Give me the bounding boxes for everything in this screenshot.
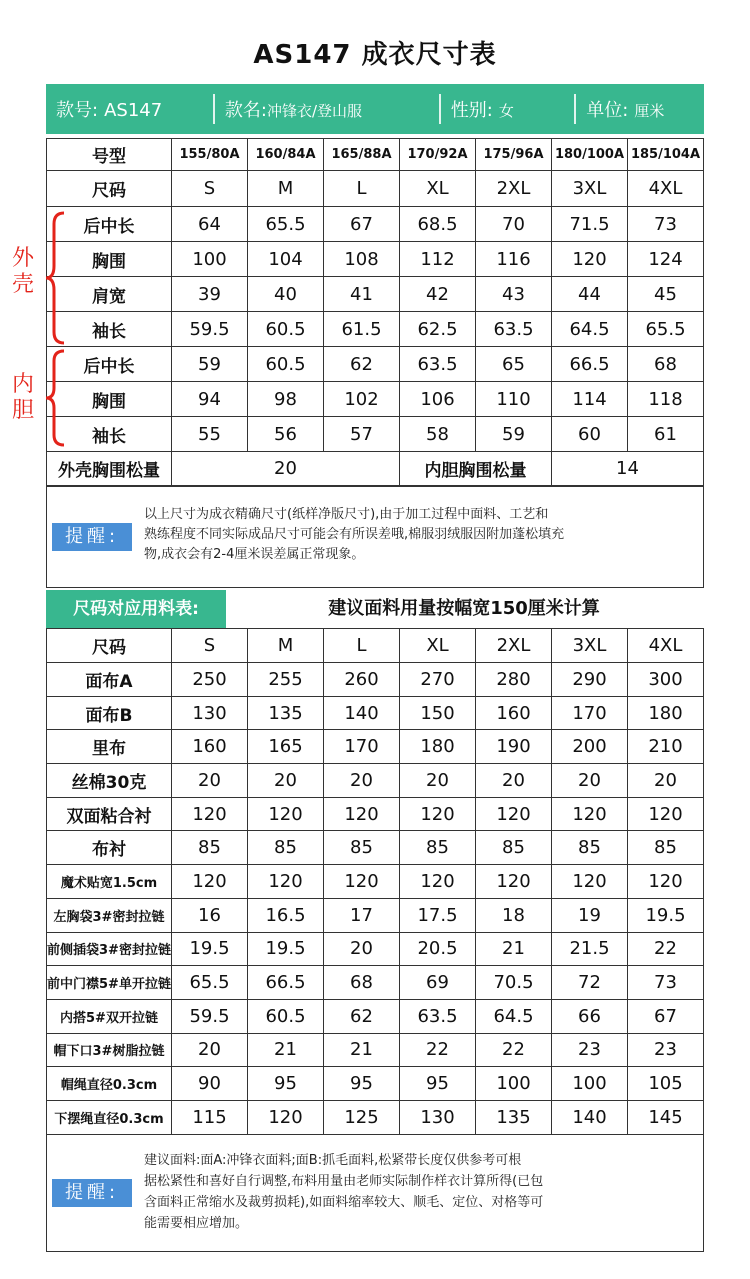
value-cell: 20.5	[400, 932, 476, 966]
value-cell: 300	[628, 663, 704, 697]
row-label: 肩宽	[47, 277, 172, 312]
value-cell: 90	[172, 1067, 248, 1101]
value-cell: 56	[248, 417, 324, 452]
value-cell: 17.5	[400, 898, 476, 932]
reminder-line: 能需要相应增加。	[144, 1216, 249, 1231]
gender-label: 性别:	[450, 100, 493, 121]
fabric-row	[47, 831, 704, 865]
value-cell: 85	[324, 831, 400, 865]
fabric-row	[47, 898, 704, 932]
value-cell: 67	[324, 207, 400, 242]
value-cell: 85	[552, 831, 628, 865]
ease-outer-label: 外壳胸围松量	[47, 452, 172, 486]
value-cell: 120	[552, 242, 628, 277]
row-label: 魔术贴宽1.5cm	[47, 865, 172, 899]
row-label: 尺码	[47, 629, 172, 663]
value-cell: 85	[248, 831, 324, 865]
value-cell: 110	[476, 382, 552, 417]
value-cell: 120	[476, 797, 552, 831]
value-cell: 85	[476, 831, 552, 865]
value-cell: 270	[400, 663, 476, 697]
value-cell: 155/80A	[172, 139, 248, 171]
value-cell: 3XL	[552, 629, 628, 663]
style-no-cell	[46, 96, 213, 122]
value-cell: 66.5	[248, 966, 324, 1000]
value-cell: 170	[552, 696, 628, 730]
value-cell: 250	[172, 663, 248, 697]
value-cell: 20	[172, 1033, 248, 1067]
value-cell: 102	[324, 382, 400, 417]
value-cell: 70.5	[476, 966, 552, 1000]
value-cell: 61	[628, 417, 704, 452]
row-label: 前侧插袋3#密封拉链	[47, 932, 172, 966]
value-cell: 63.5	[400, 999, 476, 1033]
value-cell: 73	[628, 207, 704, 242]
value-cell: 65.5	[248, 207, 324, 242]
value-cell: 67	[628, 999, 704, 1033]
size-row	[47, 171, 704, 207]
value-cell: 20	[324, 764, 400, 798]
fabric-row	[47, 797, 704, 831]
value-cell: 120	[248, 865, 324, 899]
fabric-table	[46, 628, 704, 1135]
value-cell: 19.5	[248, 932, 324, 966]
value-cell: 160	[172, 730, 248, 764]
gender-value: 女	[498, 102, 514, 120]
value-cell: 16	[172, 898, 248, 932]
value-cell: 104	[248, 242, 324, 277]
value-cell: 60.5	[248, 347, 324, 382]
value-cell: 42	[400, 277, 476, 312]
value-cell: 59.5	[172, 312, 248, 347]
value-cell: 120	[552, 797, 628, 831]
reminder-badge: 提醒:	[52, 523, 132, 551]
value-cell: 160/84A	[248, 139, 324, 171]
inner-measure-row	[47, 347, 704, 382]
value-cell: 72	[552, 966, 628, 1000]
value-cell: 85	[172, 831, 248, 865]
value-cell: 135	[476, 1100, 552, 1134]
value-cell: 59.5	[172, 999, 248, 1033]
value-cell: 200	[552, 730, 628, 764]
value-cell: 120	[400, 797, 476, 831]
value-cell: 66	[552, 999, 628, 1033]
inner-label-text: 内胆	[11, 372, 34, 423]
value-cell: 63.5	[476, 312, 552, 347]
value-cell: 120	[172, 865, 248, 899]
model-row	[47, 139, 704, 171]
inner-measure-row	[47, 417, 704, 452]
value-cell: 66.5	[552, 347, 628, 382]
name-cell	[215, 96, 439, 122]
value-cell: 23	[628, 1033, 704, 1067]
value-cell: 65.5	[628, 312, 704, 347]
value-cell: 150	[400, 696, 476, 730]
name-label: 款名:	[224, 100, 267, 121]
inner-lining-label	[8, 372, 38, 424]
fabric-row	[47, 764, 704, 798]
value-cell: 68.5	[400, 207, 476, 242]
value-cell: S	[172, 171, 248, 207]
value-cell: 120	[476, 865, 552, 899]
fabric-row	[47, 1067, 704, 1101]
value-cell: 23	[552, 1033, 628, 1067]
value-cell: 120	[552, 865, 628, 899]
value-cell: 22	[400, 1033, 476, 1067]
value-cell: 180	[400, 730, 476, 764]
value-cell: 280	[476, 663, 552, 697]
value-cell: 4XL	[628, 171, 704, 207]
divider	[439, 94, 441, 124]
ease-inner-value: 14	[552, 452, 704, 486]
fabric-row	[47, 865, 704, 899]
outer-measure-row	[47, 242, 704, 277]
value-cell: 95	[324, 1067, 400, 1101]
inner-brace-icon	[42, 348, 68, 448]
reminder-text-2	[144, 1150, 696, 1234]
value-cell: 18	[476, 898, 552, 932]
value-cell: 210	[628, 730, 704, 764]
value-cell: 120	[628, 865, 704, 899]
row-label: 内搭5#双开拉链	[47, 999, 172, 1033]
value-cell: 118	[628, 382, 704, 417]
value-cell: 64.5	[552, 312, 628, 347]
value-cell: 95	[248, 1067, 324, 1101]
value-cell: 40	[248, 277, 324, 312]
value-cell: 19	[552, 898, 628, 932]
value-cell: 20	[552, 764, 628, 798]
value-cell: 100	[552, 1067, 628, 1101]
value-cell: 20	[476, 764, 552, 798]
value-cell: 68	[324, 966, 400, 1000]
value-cell: 114	[552, 382, 628, 417]
row-label: 胸围	[47, 382, 172, 417]
value-cell: 160	[476, 696, 552, 730]
value-cell: 20	[400, 764, 476, 798]
value-cell: 98	[248, 382, 324, 417]
value-cell: 145	[628, 1100, 704, 1134]
fabric-row	[47, 932, 704, 966]
value-cell: 68	[628, 347, 704, 382]
value-cell: 100	[476, 1067, 552, 1101]
value-cell: 73	[628, 966, 704, 1000]
ease-row	[47, 452, 704, 486]
fabric-size-row	[47, 629, 704, 663]
row-label: 里布	[47, 730, 172, 764]
outer-brace-icon	[42, 210, 68, 346]
reminder-line: 含面料正常缩水及裁剪损耗),如面料缩率较大、顺毛、定位、对格等可	[144, 1195, 544, 1210]
value-cell: 170	[324, 730, 400, 764]
value-cell: 85	[628, 831, 704, 865]
size-table	[46, 138, 704, 486]
value-cell: 61.5	[324, 312, 400, 347]
value-cell: M	[248, 629, 324, 663]
row-label: 尺码	[47, 171, 172, 207]
value-cell: 39	[172, 277, 248, 312]
fabric-row	[47, 1100, 704, 1134]
value-cell: 20	[248, 764, 324, 798]
info-bar	[46, 84, 704, 134]
value-cell: 130	[172, 696, 248, 730]
row-label: 帽绳直径0.3cm	[47, 1067, 172, 1101]
value-cell: 41	[324, 277, 400, 312]
fabric-row	[47, 999, 704, 1033]
value-cell: L	[324, 171, 400, 207]
inner-measure-row	[47, 382, 704, 417]
value-cell: 21	[324, 1033, 400, 1067]
value-cell: 60.5	[248, 312, 324, 347]
row-label: 双面粘合衬	[47, 797, 172, 831]
style-no-label: 款号:	[56, 100, 99, 121]
value-cell: L	[324, 629, 400, 663]
value-cell: 22	[628, 932, 704, 966]
fabric-row	[47, 1033, 704, 1067]
value-cell: 140	[552, 1100, 628, 1134]
fabric-row	[47, 663, 704, 697]
reminder-line: 据松紧性和喜好自行调整,布料用量由老师实际制作样衣计算所得(已包	[144, 1174, 544, 1189]
gender-cell	[441, 96, 575, 122]
value-cell: 170/92A	[400, 139, 476, 171]
value-cell: 62	[324, 999, 400, 1033]
row-label: 前中门襟5#单开拉链	[47, 966, 172, 1000]
row-label: 胸围	[47, 242, 172, 277]
value-cell: 55	[172, 417, 248, 452]
value-cell: 19.5	[172, 932, 248, 966]
value-cell: 116	[476, 242, 552, 277]
value-cell: 63.5	[400, 347, 476, 382]
page-title: AS147 成衣尺寸表	[253, 40, 497, 70]
value-cell: 64.5	[476, 999, 552, 1033]
value-cell: 190	[476, 730, 552, 764]
value-cell: 115	[172, 1100, 248, 1134]
value-cell: 112	[400, 242, 476, 277]
value-cell: 105	[628, 1067, 704, 1101]
value-cell: 17	[324, 898, 400, 932]
reminder-line: 以上尺寸为成衣精确尺寸(纸样净版尺寸),由于加工过程中面料、工艺和	[144, 507, 549, 522]
value-cell: 22	[476, 1033, 552, 1067]
value-cell: 120	[400, 865, 476, 899]
value-cell: 60.5	[248, 999, 324, 1033]
value-cell: 120	[628, 797, 704, 831]
row-label: 布衬	[47, 831, 172, 865]
value-cell: 100	[172, 242, 248, 277]
value-cell: 108	[324, 242, 400, 277]
fabric-row	[47, 730, 704, 764]
value-cell: 120	[324, 797, 400, 831]
value-cell: 125	[324, 1100, 400, 1134]
value-cell: 2XL	[476, 629, 552, 663]
row-label: 帽下口3#树脂拉链	[47, 1033, 172, 1067]
value-cell: 130	[400, 1100, 476, 1134]
value-cell: M	[248, 171, 324, 207]
value-cell: 4XL	[628, 629, 704, 663]
row-label: 袖长	[47, 312, 172, 347]
value-cell: 57	[324, 417, 400, 452]
value-cell: 21	[248, 1033, 324, 1067]
value-cell: 165	[248, 730, 324, 764]
reminder-line: 建议面料:面A:冲锋衣面料;面B:抓毛面料,松紧带长度仅供参考可根	[144, 1153, 522, 1168]
value-cell: S	[172, 629, 248, 663]
value-cell: 255	[248, 663, 324, 697]
value-cell: 120	[248, 1100, 324, 1134]
value-cell: 3XL	[552, 171, 628, 207]
reminder-line: 物,成衣会有2-4厘米误差属正常现象。	[144, 547, 365, 562]
outer-measure-row	[47, 207, 704, 242]
value-cell: 2XL	[476, 171, 552, 207]
value-cell: 260	[324, 663, 400, 697]
unit-cell	[576, 96, 704, 122]
value-cell: 65.5	[172, 966, 248, 1000]
value-cell: 43	[476, 277, 552, 312]
row-label: 面布A	[47, 663, 172, 697]
divider	[574, 94, 576, 124]
outer-measure-row	[47, 312, 704, 347]
value-cell: 62	[324, 347, 400, 382]
value-cell: 58	[400, 417, 476, 452]
value-cell: 290	[552, 663, 628, 697]
ease-inner-label: 内胆胸围松量	[400, 452, 552, 486]
row-label: 面布B	[47, 696, 172, 730]
value-cell: 60	[552, 417, 628, 452]
value-cell: 85	[400, 831, 476, 865]
value-cell: 16.5	[248, 898, 324, 932]
divider	[213, 94, 215, 124]
row-label: 下摆绳直径0.3cm	[47, 1100, 172, 1134]
value-cell: 140	[324, 696, 400, 730]
value-cell: 120	[324, 865, 400, 899]
value-cell: 120	[172, 797, 248, 831]
ease-outer-value: 20	[172, 452, 400, 486]
value-cell: 59	[476, 417, 552, 452]
unit-value: 厘米	[634, 102, 665, 120]
value-cell: 185/104A	[628, 139, 704, 171]
value-cell: 175/96A	[476, 139, 552, 171]
fabric-row	[47, 966, 704, 1000]
value-cell: 180	[628, 696, 704, 730]
outer-label-text: 外壳	[11, 246, 34, 297]
value-cell: 69	[400, 966, 476, 1000]
row-label: 袖长	[47, 417, 172, 452]
name-value: 冲锋衣/登山服	[267, 102, 363, 120]
value-cell: 135	[248, 696, 324, 730]
reminder-badge-2: 提醒:	[52, 1179, 132, 1207]
value-cell: 94	[172, 382, 248, 417]
style-no-value: AS147	[104, 100, 163, 121]
value-cell: 20	[172, 764, 248, 798]
value-cell: 120	[248, 797, 324, 831]
value-cell: 106	[400, 382, 476, 417]
fabric-suggestion: 建议面料用量按幅宽150厘米计算	[328, 598, 600, 619]
row-label: 左胸袋3#密封拉链	[47, 898, 172, 932]
fabric-row	[47, 696, 704, 730]
value-cell: 21.5	[552, 932, 628, 966]
value-cell: 45	[628, 277, 704, 312]
value-cell: 95	[400, 1067, 476, 1101]
value-cell: 124	[628, 242, 704, 277]
outer-shell-label	[8, 246, 38, 298]
value-cell: XL	[400, 629, 476, 663]
value-cell: 70	[476, 207, 552, 242]
value-cell: 180/100A	[552, 139, 628, 171]
outer-measure-row	[47, 277, 704, 312]
fabric-section-title: 尺码对应用料表:	[46, 590, 226, 628]
value-cell: 64	[172, 207, 248, 242]
value-cell: 20	[628, 764, 704, 798]
row-label: 丝棉30克	[47, 764, 172, 798]
row-label: 后中长	[47, 207, 172, 242]
row-label: 号型	[47, 139, 172, 171]
value-cell: 19.5	[628, 898, 704, 932]
value-cell: 71.5	[552, 207, 628, 242]
value-cell: 59	[172, 347, 248, 382]
reminder-text	[144, 505, 696, 565]
reminder-line: 熟练程度不同实际成品尺寸可能会有所误差哦,棉服羽绒服因附加蓬松填充	[144, 527, 565, 542]
value-cell: 65	[476, 347, 552, 382]
value-cell: 62.5	[400, 312, 476, 347]
unit-label: 单位:	[586, 100, 629, 121]
value-cell: 20	[324, 932, 400, 966]
value-cell: 165/88A	[324, 139, 400, 171]
row-label: 后中长	[47, 347, 172, 382]
value-cell: 44	[552, 277, 628, 312]
value-cell: 21	[476, 932, 552, 966]
value-cell: XL	[400, 171, 476, 207]
